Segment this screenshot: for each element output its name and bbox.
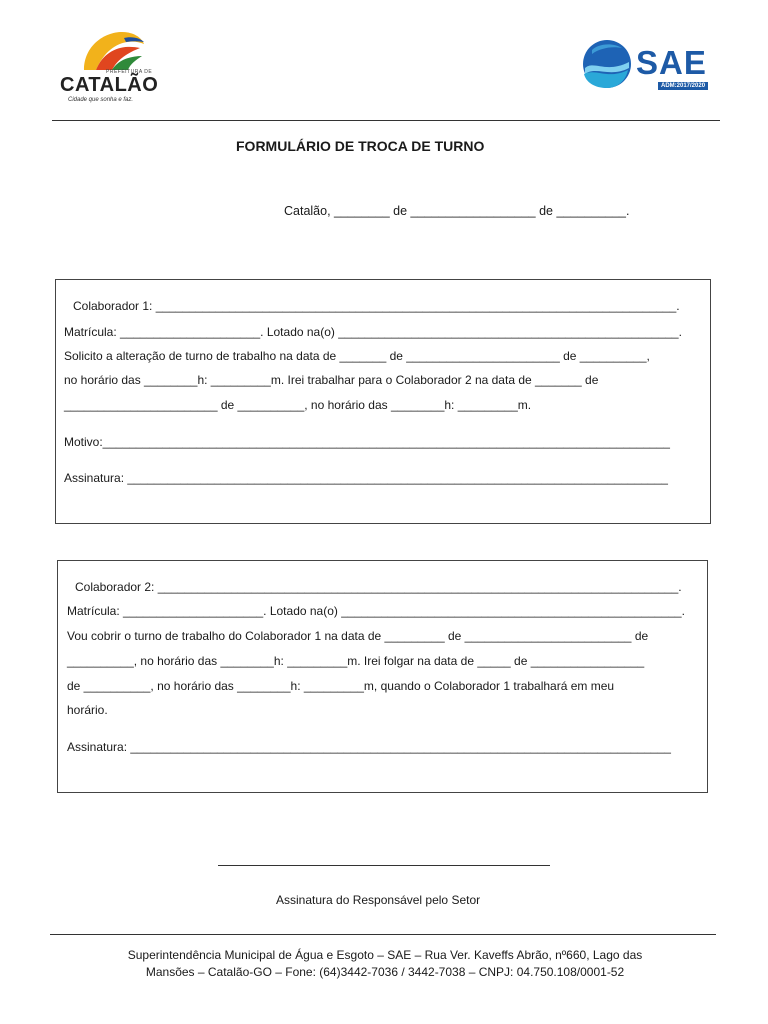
catalao-name: CATALÃO [60, 74, 159, 96]
sae-logo [582, 38, 722, 98]
colaborador1-signature-field[interactable]: Assinatura: _________________________________________________________________________________ [64, 471, 668, 485]
colaborador1-name-field[interactable]: Colaborador 1: ______________________________________________________________________________. [73, 299, 680, 313]
colaborador1-date2-text[interactable]: _______________________ de __________, no horário das ________h: _________m. [64, 398, 532, 412]
colaborador2-matricula-field[interactable]: Matrícula: _____________________. Lotado na(o) ___________________________________________________. [67, 604, 685, 618]
catalao-logo [56, 28, 176, 108]
responsavel-signature-line[interactable] [218, 865, 550, 866]
colaborador2-name-field[interactable]: Colaborador 2: ______________________________________________________________________________. [75, 580, 682, 594]
colaborador1-request-text[interactable]: Solicito a alteração de turno de trabalho na data de _______ de _______________________ de __________, [64, 349, 650, 363]
catalao-slogan: Cidade que sonha e faz. [68, 97, 134, 103]
date-line: Catalão, ________ de __________________ de __________. [284, 204, 630, 218]
footer-line-1: Superintendência Municipal de Água e Esgoto – SAE – Rua Ver. Kaveffs Abrão, nº660, Lago das [127, 948, 643, 962]
sae-name: SAE [636, 44, 707, 81]
footer-line-2: Mansões – Catalão-GO – Fone: (64)3442-7036 / 3442-7038 – CNPJ: 04.750.108/0001-52 [145, 965, 625, 979]
footer [60, 947, 710, 981]
header-divider [52, 120, 720, 121]
colaborador2-horario-text: horário. [67, 703, 108, 717]
footer-divider [50, 934, 716, 935]
catalao-prefix: PREFEITURA DE [106, 69, 153, 75]
colaborador1-time-text[interactable]: no horário das ________h: _________m. Irei trabalhar para o Colaborador 2 na data de _______ de [64, 373, 599, 387]
responsavel-signature-label: Assinatura do Responsável pelo Setor [276, 893, 481, 907]
colaborador1-matricula-field[interactable]: Matrícula: _____________________. Lotado na(o) ___________________________________________________. [64, 325, 682, 339]
sae-water-icon [582, 38, 632, 90]
catalao-sun-icon [78, 28, 148, 74]
colaborador2-box [57, 560, 708, 793]
colaborador2-signature-field[interactable]: Assinatura: _________________________________________________________________________________ [67, 740, 671, 754]
colaborador2-time-text[interactable]: __________, no horário das ________h: _________m. Irei folgar na data de _____ de _________________ [67, 654, 645, 668]
colaborador1-motivo-field[interactable]: Motivo:_____________________________________________________________________________________ [64, 435, 670, 449]
form-title: FORMULÁRIO DE TROCA DE TURNO [236, 138, 485, 154]
colaborador2-cover-text[interactable]: Vou cobrir o turno de trabalho do Colaborador 1 na data de _________ de _________________________ de [67, 629, 649, 643]
sae-subtitle: ADM:2017/2020 [658, 82, 708, 90]
colaborador2-date2-text[interactable]: de __________, no horário das ________h: _________m, quando o Colaborador 1 trabalhará em meu [67, 679, 615, 693]
